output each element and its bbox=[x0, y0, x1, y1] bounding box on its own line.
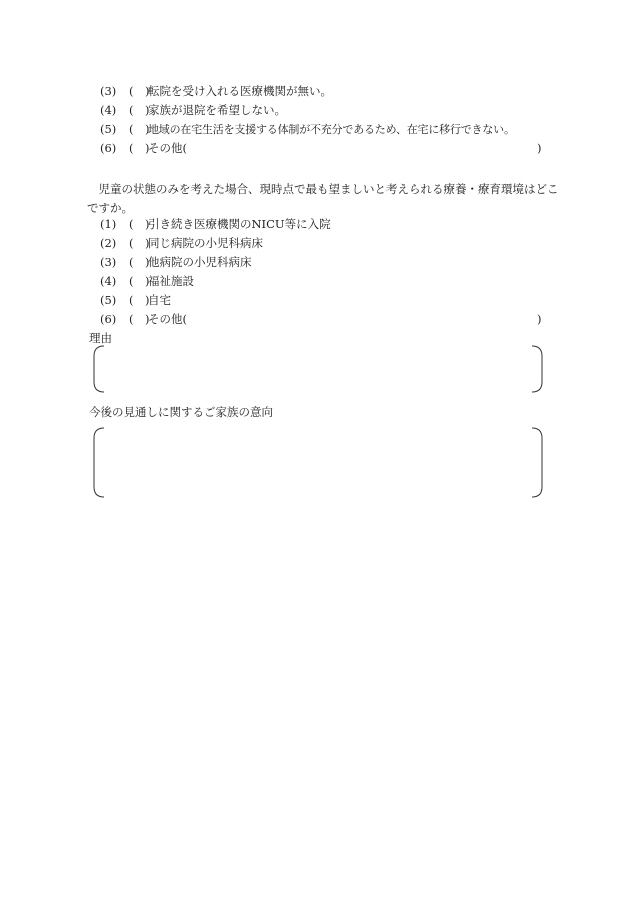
family-input-area[interactable] bbox=[92, 427, 544, 498]
reason-input-area[interactable] bbox=[92, 345, 544, 393]
answer-checkbox[interactable]: ( ) bbox=[129, 141, 150, 155]
answer-checkbox[interactable]: ( ) bbox=[129, 312, 150, 326]
answer-checkbox[interactable]: ( ) bbox=[129, 255, 150, 269]
reason-label: 理由 bbox=[89, 331, 112, 345]
answer-checkbox[interactable]: ( ) bbox=[129, 293, 150, 307]
right-bracket-icon bbox=[530, 345, 544, 393]
answer-checkbox[interactable]: ( ) bbox=[129, 217, 150, 231]
family-label: 今後の見通しに関するご家族の意向 bbox=[89, 405, 273, 419]
answer-checkbox[interactable]: ( ) bbox=[129, 274, 150, 288]
answer-checkbox[interactable]: ( ) bbox=[129, 236, 150, 250]
answer-checkbox[interactable]: ( ) bbox=[129, 84, 150, 98]
answer-checkbox[interactable]: ( ) bbox=[129, 103, 150, 117]
right-bracket-icon bbox=[530, 427, 544, 498]
left-bracket-icon bbox=[92, 345, 106, 393]
question-text: 児童の状態のみを考えた場合、現時点で最も望ましいと考えられる療養・療育環境はどこですか。 bbox=[87, 182, 559, 215]
answer-checkbox[interactable]: ( ) bbox=[129, 122, 150, 136]
left-bracket-icon bbox=[92, 427, 106, 498]
